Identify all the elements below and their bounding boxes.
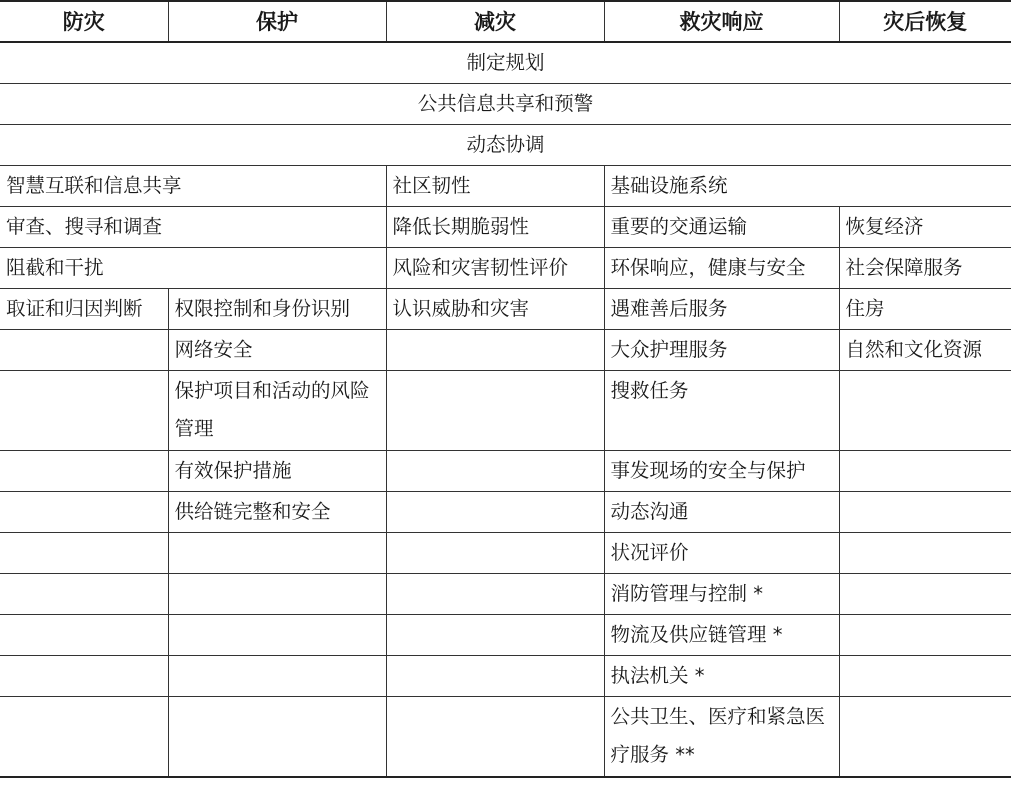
table-cell: 重要的交通运输 <box>604 207 839 248</box>
table-cell <box>839 371 1011 451</box>
table-cell <box>0 574 168 615</box>
table-cell: 大众护理服务 <box>604 330 839 371</box>
header-recovery: 灾后恢复 <box>839 1 1011 42</box>
table-cell <box>386 697 604 778</box>
table-cell <box>386 492 604 533</box>
table-cell <box>168 697 386 778</box>
header-row <box>0 1 1011 42</box>
table-cell <box>386 656 604 697</box>
table-row <box>0 371 1011 451</box>
table-cell <box>839 451 1011 492</box>
table-cell <box>386 330 604 371</box>
table-cell <box>839 533 1011 574</box>
table-cell: 环保响应，健康与安全 <box>604 248 839 289</box>
table-cell <box>0 615 168 656</box>
span-cell-public-info: 公共信息共享和预警 <box>0 84 1011 125</box>
table-cell: 权限控制和身份识别 <box>168 289 386 330</box>
table-cell <box>0 697 168 778</box>
header-prevention: 防灾 <box>0 1 168 42</box>
table-cell <box>0 533 168 574</box>
table-cell: 降低长期脆弱性 <box>386 207 604 248</box>
span-row <box>0 125 1011 166</box>
table-row <box>0 615 1011 656</box>
table-cell: 住房 <box>839 289 1011 330</box>
table-cell: 事发现场的安全与保护 <box>604 451 839 492</box>
table-row <box>0 697 1011 778</box>
table-cell <box>839 656 1011 697</box>
table-cell <box>0 330 168 371</box>
table-row <box>0 330 1011 371</box>
span-cell-coordination: 动态协调 <box>0 125 1011 166</box>
header-response: 救灾响应 <box>604 1 839 42</box>
table-cell: 执法机关 * <box>604 656 839 697</box>
table-cell <box>168 615 386 656</box>
table-cell <box>839 697 1011 778</box>
table-cell <box>168 656 386 697</box>
table-cell <box>839 492 1011 533</box>
table-cell: 恢复经济 <box>839 207 1011 248</box>
table-cell: 搜救任务 <box>604 371 839 451</box>
table-row <box>0 451 1011 492</box>
table-cell: 自然和文化资源 <box>839 330 1011 371</box>
table-cell: 有效保护措施 <box>168 451 386 492</box>
table-cell <box>168 574 386 615</box>
table-row <box>0 166 1011 207</box>
table-cell: 风险和灾害韧性评价 <box>386 248 604 289</box>
table-cell: 公共卫生、医疗和紧急医疗服务 ** <box>604 697 839 778</box>
table-row <box>0 574 1011 615</box>
table-cell <box>0 371 168 451</box>
table-cell: 智慧互联和信息共享 <box>0 166 386 207</box>
table-cell: 认识威胁和灾害 <box>386 289 604 330</box>
table-row <box>0 289 1011 330</box>
table-cell: 网络安全 <box>168 330 386 371</box>
span-cell-planning: 制定规划 <box>0 42 1011 84</box>
table-cell <box>386 574 604 615</box>
table-row <box>0 207 1011 248</box>
span-row <box>0 84 1011 125</box>
table-cell: 供给链完整和安全 <box>168 492 386 533</box>
table-cell <box>386 533 604 574</box>
table-row <box>0 248 1011 289</box>
table-row <box>0 533 1011 574</box>
header-mitigation: 减灾 <box>386 1 604 42</box>
table-cell <box>839 574 1011 615</box>
table-cell: 基础设施系统 <box>604 166 1011 207</box>
span-row <box>0 42 1011 84</box>
table-cell <box>386 615 604 656</box>
table-cell <box>0 492 168 533</box>
table-cell: 遇难善后服务 <box>604 289 839 330</box>
table-cell <box>0 656 168 697</box>
table-cell: 动态沟通 <box>604 492 839 533</box>
table-cell <box>386 371 604 451</box>
table-cell: 保护项目和活动的风险管理 <box>168 371 386 451</box>
table-cell: 消防管理与控制 * <box>604 574 839 615</box>
table-cell: 社区韧性 <box>386 166 604 207</box>
table-cell: 物流及供应链管理 * <box>604 615 839 656</box>
header-protection: 保护 <box>168 1 386 42</box>
table-row <box>0 656 1011 697</box>
table-row <box>0 492 1011 533</box>
table-cell: 取证和归因判断 <box>0 289 168 330</box>
table-cell <box>0 451 168 492</box>
table-cell <box>386 451 604 492</box>
table-cell <box>168 533 386 574</box>
table-cell <box>839 615 1011 656</box>
table-cell: 审查、搜寻和调查 <box>0 207 386 248</box>
table-cell: 社会保障服务 <box>839 248 1011 289</box>
table-cell: 阻截和干扰 <box>0 248 386 289</box>
table-cell: 状况评价 <box>604 533 839 574</box>
